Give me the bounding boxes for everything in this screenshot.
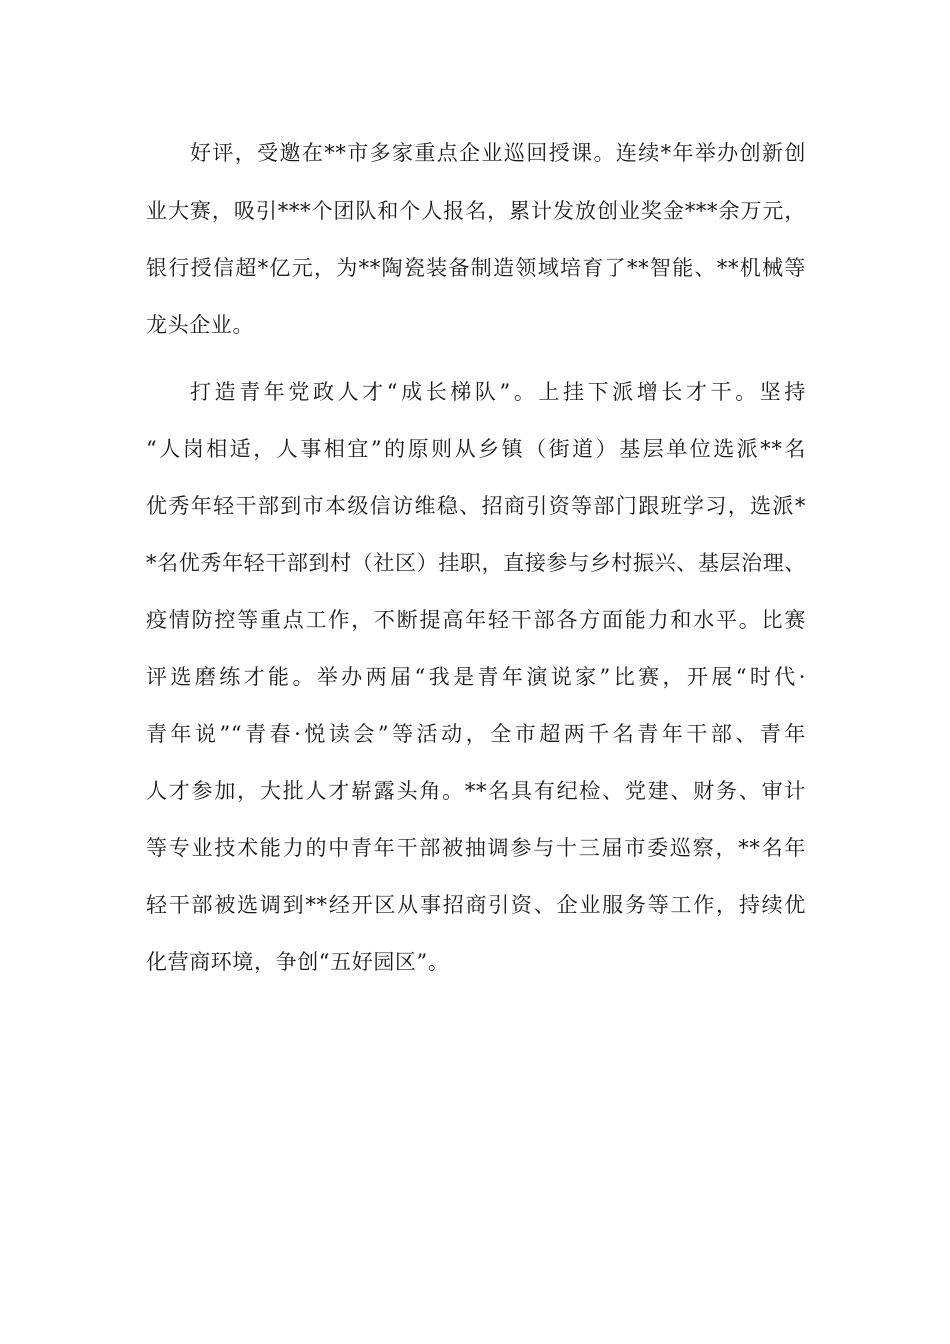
paragraph-line: 评选磨练才能。举办两届“我是青年演说家”比赛，开展“时代·: [146, 665, 806, 689]
paragraph-line: 龙头企业。: [146, 313, 254, 337]
paragraph-line: 轻干部被选调到**经开区从事招商引资、企业服务等工作，持续优: [146, 893, 806, 917]
paragraph-line: 青年说”“青春·悦读会”等活动，全市超两千名青年干部、青年: [146, 722, 806, 746]
paragraph-line: 银行授信超*亿元，为**陶瓷装备制造领域培育了**智能、**机械等: [146, 256, 806, 280]
paragraph-line: 疫情防控等重点工作，不断提高年轻干部各方面能力和水平。比赛: [146, 608, 806, 632]
paragraph-line: 业大赛，吸引***个团队和个人报名，累计发放创业奖金***余万元，: [146, 199, 806, 223]
paragraph-line: 好评，受邀在**市多家重点企业巡回授课。连续*年举办创新创: [190, 141, 806, 165]
paragraph-line: *名优秀年轻干部到村（社区）挂职，直接参与乡村振兴、基层治理、: [146, 551, 806, 575]
paragraph-line: 打造青年党政人才“成长梯队”。上挂下派增长才干。坚持: [190, 380, 806, 404]
paragraph-line: “人岗相适，人事相宜”的原则从乡镇（街道）基层单位选派**名: [146, 437, 806, 461]
paragraph-line: 等专业技术能力的中青年干部被抽调参与十三届市委巡察，**名年: [146, 836, 806, 860]
paragraph-line: 优秀年轻干部到市本级信访维稳、招商引资等部门跟班学习，选派*: [146, 494, 806, 518]
paragraph-line: 人才参加，大批人才崭露头角。**名具有纪检、党建、财务、审计: [146, 779, 806, 803]
paragraph-line: 化营商环境，争创“五好园区”。: [146, 950, 450, 974]
